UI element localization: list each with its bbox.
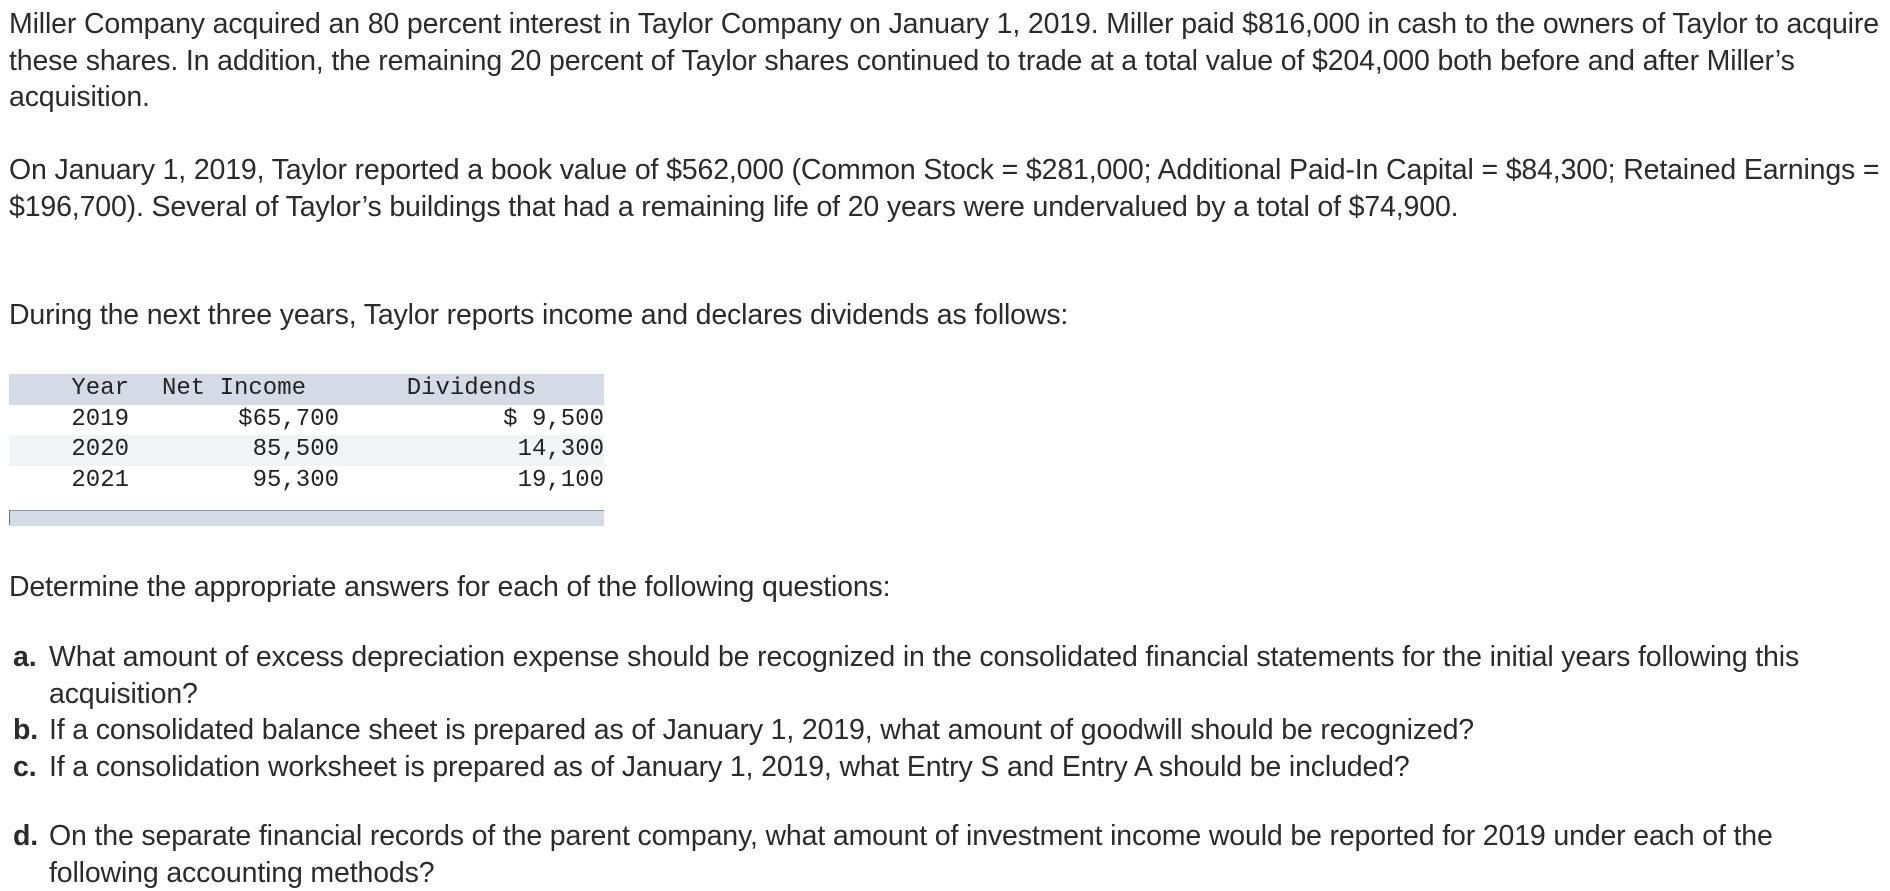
cell-net-income: $65,700: [238, 405, 339, 433]
question-text: If a consolidated balance sheet is prepared as of January 1, 2019, what amount of goodwill should be recognized?: [49, 714, 1474, 746]
questions-list: [13, 639, 1883, 891]
intro-paragraph-book-value: On January 1, 2019, Taylor reported a book value of $562,000 (Common Stock = $281,000; Additional Paid-In Capital = $84,300; Retained Earnings = $196,700). Several of Taylor’s buildings that had a remaining life of 20 years were undervalued by a total of $74,900.: [9, 154, 1880, 223]
header-net-income: Net Income: [161, 375, 307, 402]
cell-net-income: 85,500: [252, 436, 339, 463]
table-row: [9, 405, 604, 436]
question-d: [13, 818, 1883, 891]
cell-year: 2021: [71, 466, 129, 494]
question-text: If a consolidation worksheet is prepared as of January 1, 2019, what Entry S and Entry A should be included?: [49, 750, 1410, 783]
question-c: [13, 749, 1883, 786]
intro-paragraph-income-dividends: During the next three years, Taylor reports income and declares dividends as follows:: [9, 299, 1069, 331]
question-letter: c.: [13, 750, 37, 783]
header-year: Year: [71, 375, 129, 402]
question-letter: a.: [13, 641, 37, 673]
income-dividends-table-container: [9, 374, 604, 525]
header-dividends: Dividends: [406, 375, 537, 402]
question-text: On the separate financial records of the parent company, what amount of investment income would be reported for 2019 under each of the following accounting methods?: [49, 820, 1773, 889]
table-row: [9, 466, 604, 497]
cell-net-income: 95,300: [252, 466, 339, 494]
question-b: [13, 712, 1883, 749]
cell-dividends: $ 9,500: [503, 405, 604, 433]
table-row: [9, 435, 604, 466]
table-footer-bar: [9, 510, 604, 526]
table-footer-divider: [9, 510, 10, 525]
question-a: [13, 639, 1883, 712]
question-text: What amount of excess depreciation expense should be recognized in the consolidated financial statements for the initial years following this acquisition?: [49, 641, 1800, 710]
cell-year: 2020: [71, 436, 129, 463]
table-header-row: [9, 374, 604, 405]
cell-dividends: 14,300: [517, 436, 604, 463]
cell-year: 2019: [71, 405, 129, 433]
question-letter: b.: [13, 714, 39, 746]
intro-paragraph-acquisition: Miller Company acquired an 80 percent interest in Taylor Company on January 1, 2019. Miller paid $816,000 in cash to the owners of Taylor to acquire these shares. In addition, the remaining 20 percent of Taylor shares continued to trade at a total value of $204,000 both before and after Miller’s acquisition.: [9, 8, 1879, 113]
income-dividends-table: [9, 374, 604, 496]
instructions-text: Determine the appropriate answers for each of the following questions:: [9, 571, 891, 603]
cell-dividends: 19,100: [517, 466, 604, 494]
question-letter: d.: [13, 820, 39, 852]
